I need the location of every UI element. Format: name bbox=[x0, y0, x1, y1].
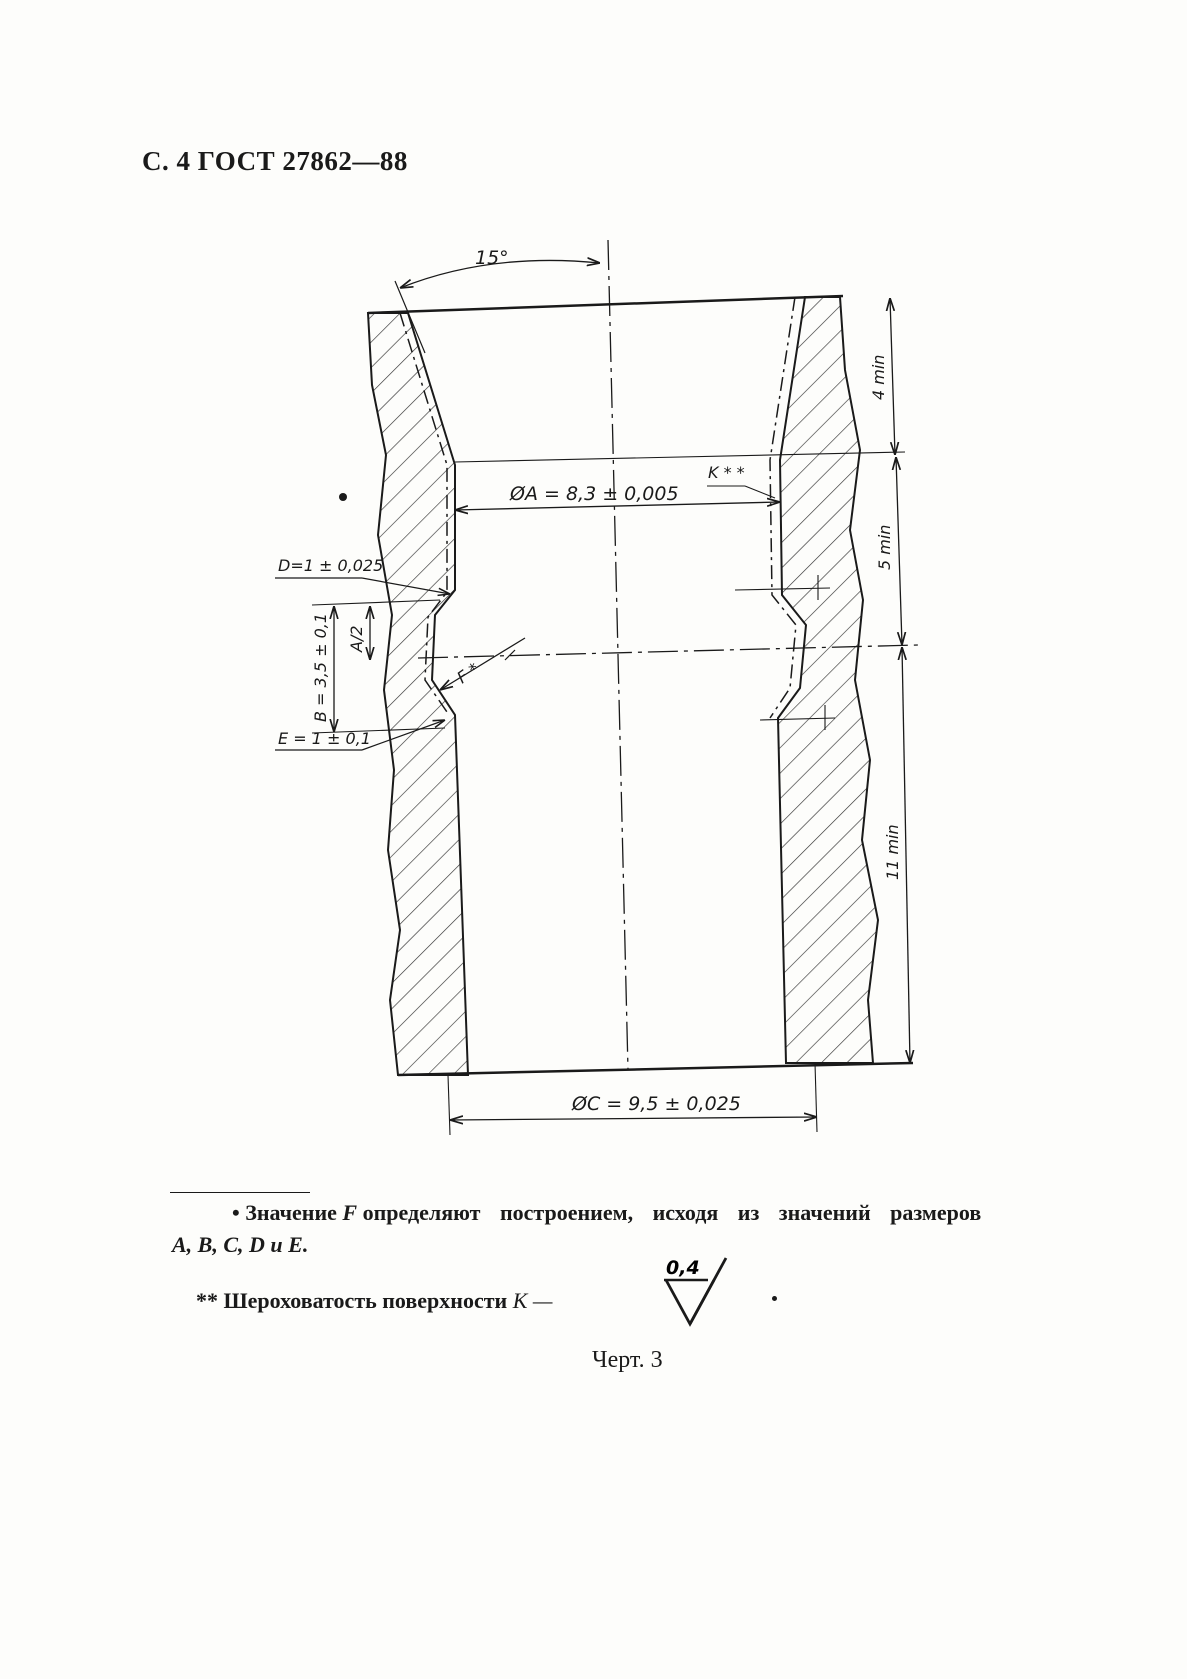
footnote-2: ** Шероховатость поверхности K — bbox=[196, 1288, 553, 1313]
mark-k: K * * bbox=[708, 463, 745, 482]
page-header: С. 4 ГОСТ 27862—88 bbox=[142, 146, 408, 176]
dim-a-label: ØA = 8,3 ± 0,005 bbox=[510, 483, 679, 505]
footnote-rule bbox=[170, 1192, 310, 1193]
footnote-1: • Значение F определяют построением, исходя из значений размеров bbox=[232, 1200, 982, 1225]
dim-a2-label: A/2 bbox=[347, 625, 366, 652]
right-wall-section bbox=[778, 297, 878, 1063]
dim-4min-label: 4 min bbox=[869, 354, 888, 400]
dim-d-label: D=1 ± 0,025 bbox=[278, 556, 384, 575]
dim-5min-line bbox=[896, 457, 902, 645]
angle-label: 15° bbox=[475, 247, 509, 269]
figure-caption: Черт. 3 bbox=[592, 1347, 663, 1373]
dim-c-label: ØC = 9,5 ± 0,025 bbox=[572, 1093, 741, 1115]
center-axis bbox=[608, 240, 628, 1070]
top-face-line bbox=[368, 296, 843, 313]
dim-b-label: B = 3,5 ± 0,1 bbox=[311, 612, 330, 722]
mark-f: F * bbox=[453, 658, 483, 688]
roughness-value: 0,4 bbox=[666, 1257, 700, 1279]
bottom-face-line bbox=[398, 1063, 913, 1075]
dim-4min-line bbox=[890, 298, 895, 455]
stray-dot bbox=[339, 493, 347, 501]
roughness-symbol bbox=[660, 1252, 750, 1332]
footnote-1-line2: A, B, C, D и E. bbox=[172, 1232, 309, 1257]
dim-5min-label: 5 min bbox=[875, 524, 894, 570]
left-wall-section bbox=[368, 313, 468, 1075]
dim-11min-line bbox=[902, 647, 910, 1063]
dim-c-line bbox=[450, 1117, 817, 1120]
dot-mark bbox=[772, 1296, 777, 1301]
dim-e-label: E = 1 ± 0,1 bbox=[278, 729, 371, 748]
dim-11min-label: 11 min bbox=[883, 824, 902, 880]
